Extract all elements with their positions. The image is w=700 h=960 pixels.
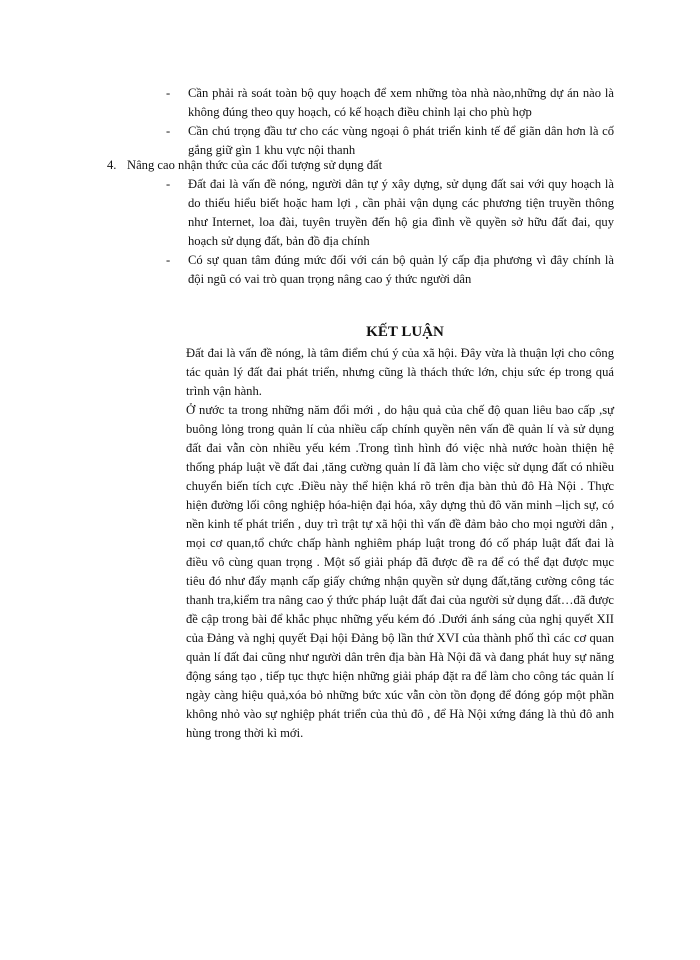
section-4-bullet-list: [166, 175, 614, 289]
bullet-dash: -: [166, 253, 171, 267]
conclusion-paragraph: Ở nước ta trong những năm đổi mới , do hậu quả của chế độ quan liêu bao cấp ,sự buông lỏng trong quản lí của nhiều cấp chính quyền nên vấn đề quản lí và sử dụng đất đai vẫn còn nhiều yếu kém .Trong tình hình đó việc nhà nước hoàn thiện hệ thống pháp luật về đất đai ,tăng cường quản lí đã làm cho việc sử dụng đất có nhiều chuyển biến tích cực .Điều này thể hiện khá rõ trên địa bàn thủ đô Hà Nội . Thực hiện đường lối công nghiệp hóa-hiện đại hóa, xây dựng thủ đô văn minh –lịch sự, có nền kinh tế phát triển , duy trì trật tự xã hội thì vấn đề đảm bảo cho mọi người dân , mọi cơ quan,tổ chức chấp hành nghiêm pháp luật trong đó cố pháp luật đất đai là điều vô cùng quan trọng . Một số giải pháp đã được đề ra để có thể đạt được mục tiêu đó như đẩy mạnh cấp giấy chứng nhận quyền sử dụng đất,tăng cường công tác thanh tra,kiểm tra nâng cao ý thức pháp luật đất đai của người sử dụng đất…đã được đề cập trong bài để khắc phục những yếu kém đó .Dưới ánh sáng của nghị quyết XII của Đảng và nghị quyết Đại hội Đảng bộ lần thứ XVI của thành phố thì các cơ quan quản lí đất đai cũng như người dân trên địa bàn Hà Nội đã và đang phát huy sự năng động sáng tạo , tiếp tục thực hiện những giải pháp đặt ra để làm cho công tác quản lí ngày càng hiệu quả,xóa bỏ những bức xúc vẫn còn tồn đọng để đóng góp một phần không nhỏ vào sự nghiệp phát triển của thủ đô , để Hà Nội xứng đáng là thủ đô anh hùng trong thời kì mới.: [186, 403, 614, 740]
conclusion-body: [186, 344, 614, 743]
bullet-text: Đất đai là vấn đề nóng, người dân tự ý xây dựng, sử dụng đất sai với quy hoạch là do thiếu hiểu biết hoặc ham lợi , cần phải vận dụng các phương tiện truyền thông như Internet, loa đài, tuyên truyền đến hộ gia đình về quyền sở hữu đất đai, quy hoạch sử dụng đất, bản đồ địa chính: [188, 177, 614, 248]
bullet-text: Cần phải rà soát toàn bộ quy hoạch để xem những tòa nhà nào,những dự án nào là không đúng theo quy hoạch, có kế hoạch điều chỉnh lại cho phù hợp: [188, 86, 614, 119]
conclusion-paragraph: Đất đai là vấn đề nóng, là tâm điểm chú ý của xã hội. Đây vừa là thuận lợi cho công tác quản lý đất đai phát triển, nhưng cũng là thách thức lớn, chịu sức ép trong quá trình vận hành.: [186, 346, 614, 398]
section-number: 4.: [107, 158, 117, 172]
bullet-item: [166, 175, 614, 251]
bullet-item: [166, 251, 614, 289]
bullet-dash: -: [166, 86, 171, 100]
bullet-dash: -: [166, 177, 171, 191]
bullet-dash: -: [166, 124, 171, 138]
bullet-item: [166, 84, 614, 122]
bullet-text: Cần chú trọng đầu tư cho các vùng ngoại ô phát triển kinh tế để giãn dân hơn là cố gắng giữ gìn 1 khu vực nội thanh: [188, 124, 614, 157]
top-bullet-list: [166, 84, 614, 160]
bullet-item: [166, 122, 614, 160]
bullet-text: Có sự quan tâm đúng mức đối với cán bộ quản lý cấp địa phương vì đây chính là đội ngũ có vai trò quan trọng nâng cao ý thức người dân: [188, 253, 614, 286]
section-heading-text: Nâng cao nhận thức của các đối tượng sử dụng đất: [127, 158, 383, 172]
section-4-heading: [107, 156, 607, 175]
conclusion-title: KẾT LUẬN: [366, 324, 444, 340]
